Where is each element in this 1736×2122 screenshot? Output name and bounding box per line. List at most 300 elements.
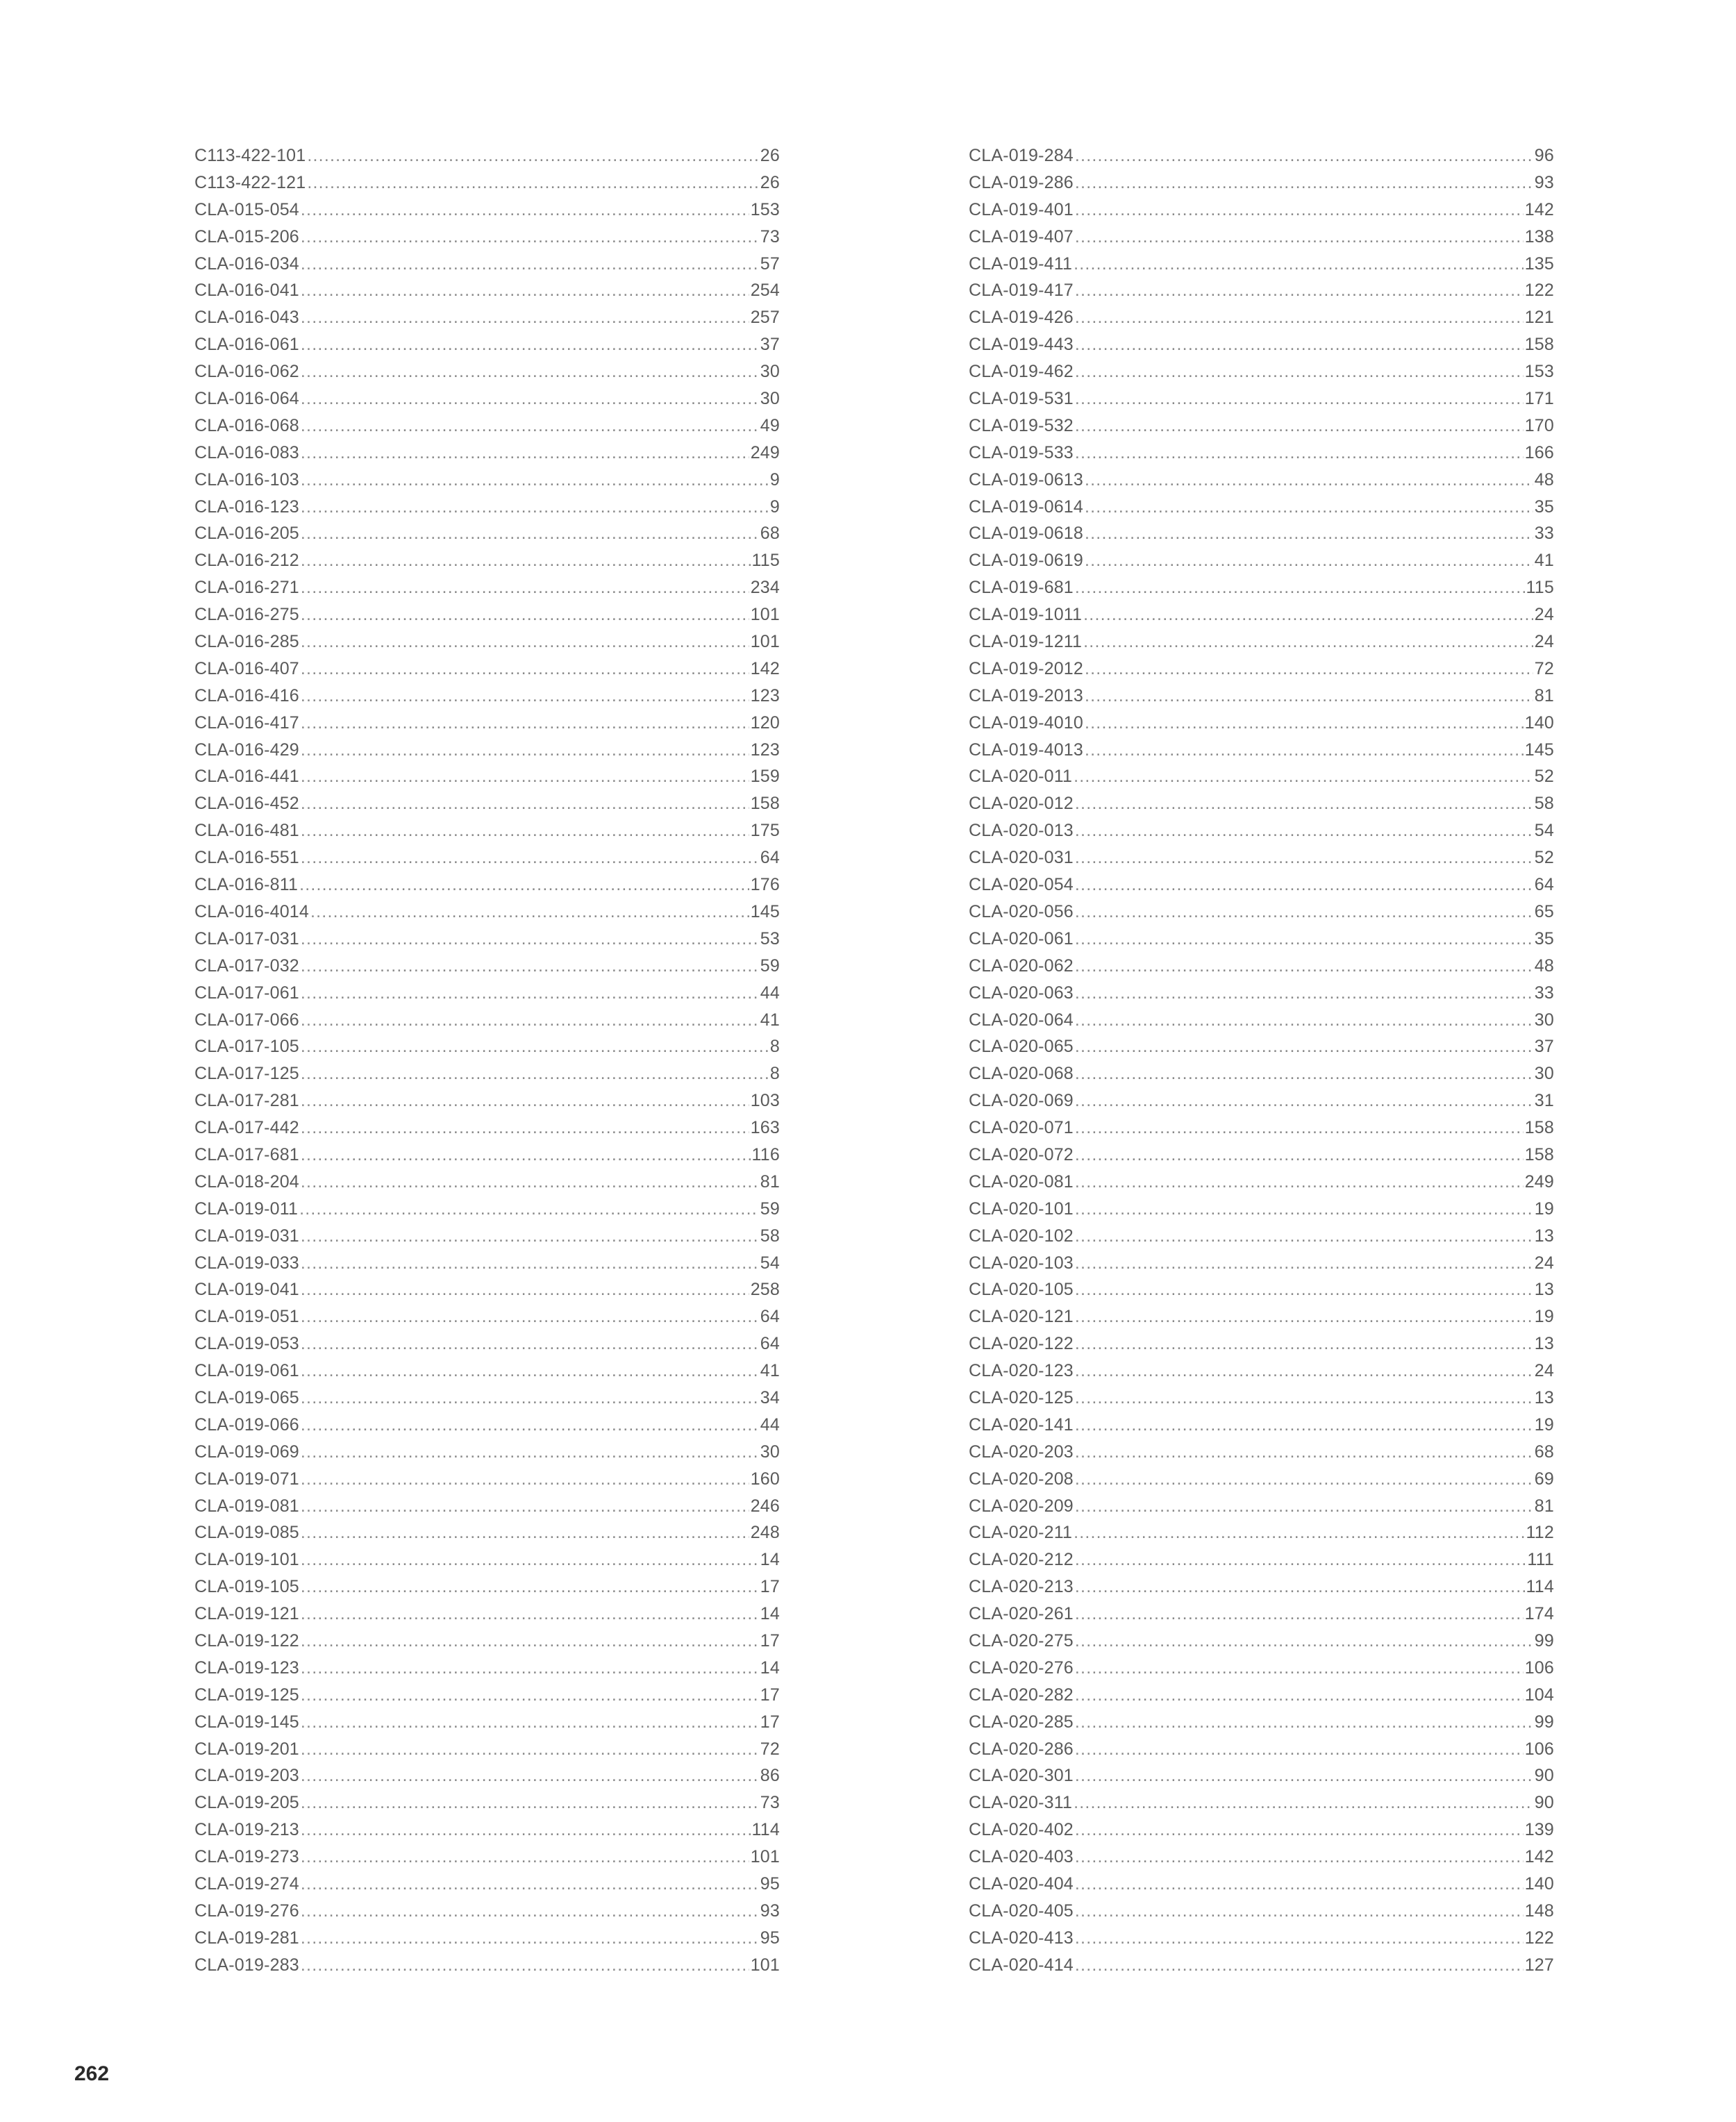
dot-leader [1075,1898,1524,1925]
part-code: CLA-019-051 [194,1307,299,1327]
index-entry [969,1844,1554,1871]
part-code: CLA-020-286 [969,1739,1074,1759]
page-reference: 73 [760,226,780,247]
page-reference: 120 [750,712,780,733]
part-code: CLA-017-442 [194,1118,299,1138]
index-entry [194,440,780,467]
page-reference: 14 [760,1657,780,1678]
part-code: CLA-019-443 [969,335,1074,355]
page-reference: 170 [1524,415,1554,435]
index-entry [194,1466,780,1493]
part-code: CLA-020-012 [969,794,1074,814]
page-reference: 116 [751,1144,780,1164]
part-code: CLA-020-209 [969,1496,1074,1516]
page-reference: 44 [760,1414,780,1435]
dot-leader [310,899,749,926]
index-entry [194,1546,780,1573]
part-code: CLA-020-069 [969,1091,1074,1111]
part-code: CLA-020-071 [969,1118,1074,1138]
index-entry [969,628,1554,655]
page-reference: 54 [760,1253,780,1273]
index-entry [194,224,780,251]
part-code: CLA-016-271 [194,578,299,598]
dot-leader [301,1762,759,1789]
part-code: CLA-019-105 [194,1577,299,1597]
page-reference: 72 [1534,658,1554,678]
index-entry [969,277,1554,304]
page-reference: 111 [1527,1550,1554,1570]
page-reference: 93 [1534,172,1554,192]
page-reference: 41 [1534,551,1554,571]
page-reference: 64 [760,1334,780,1354]
index-entry [194,1196,780,1223]
part-code: CLA-020-063 [969,983,1074,1003]
index-entry [194,1330,780,1357]
page-reference: 30 [760,1442,780,1462]
dot-leader [301,1303,759,1330]
page-reference: 64 [760,1307,780,1327]
part-code: CLA-019-401 [969,199,1074,219]
page-reference: 73 [760,1793,780,1813]
part-code: CLA-019-033 [194,1253,299,1273]
part-code: CLA-016-285 [194,632,299,652]
page-reference: 160 [750,1469,780,1489]
index-entry [969,1007,1554,1034]
page-reference: 81 [1534,1496,1554,1516]
index-entry [194,1142,780,1169]
dot-leader [301,1682,759,1709]
page-reference: 99 [1534,1712,1554,1732]
index-entry [194,899,780,926]
index-entry [969,467,1554,494]
part-code: CLA-017-125 [194,1064,299,1084]
part-code: CLA-016-212 [194,551,299,571]
index-column-left [194,142,780,1979]
part-code: CLA-020-061 [969,928,1074,949]
index-entry [194,1871,780,1898]
index-entry [969,1546,1554,1573]
dot-leader [301,1114,749,1142]
dot-leader [301,304,749,331]
part-code: CLA-019-053 [194,1334,299,1354]
part-code: CLA-020-031 [969,848,1074,868]
dot-leader [1075,1493,1533,1520]
page-reference: 68 [1534,1442,1554,1462]
dot-leader [301,1816,751,1844]
dot-leader [301,331,759,358]
part-code: CLA-020-404 [969,1874,1074,1894]
part-code: CLA-019-283 [194,1955,299,1975]
part-code: CLA-019-031 [194,1226,299,1246]
index-entry [194,1439,780,1466]
index-entry [194,1276,780,1303]
part-code: CLA-020-213 [969,1577,1074,1597]
index-entry [969,331,1554,358]
dot-leader [1075,197,1524,224]
part-code: CLA-020-125 [969,1387,1074,1407]
page-reference: 90 [1534,1766,1554,1786]
dot-leader [301,1573,759,1601]
page-reference: 53 [760,928,780,949]
index-entry [969,1573,1554,1601]
page-reference: 142 [1524,1847,1554,1867]
dot-leader [1075,1223,1533,1250]
dot-leader [1085,737,1524,764]
part-code: CLA-016-043 [194,308,299,328]
page-reference: 13 [1534,1334,1554,1354]
dot-leader [301,1493,749,1520]
page-reference: 34 [760,1387,780,1407]
page-reference: 246 [750,1496,780,1516]
part-code: CLA-020-211 [969,1523,1073,1543]
page-reference: 140 [1524,712,1554,733]
index-entry [194,1250,780,1277]
part-code: CLA-016-429 [194,740,299,760]
part-code: CLA-019-426 [969,308,1074,328]
part-code: CLA-019-681 [969,578,1074,598]
index-entry [194,1033,780,1060]
page-reference: 95 [760,1928,780,1948]
dot-leader [301,1439,759,1466]
page-reference: 72 [760,1739,780,1759]
part-code: CLA-016-103 [194,469,299,490]
page-reference: 81 [760,1171,780,1192]
dot-leader [1075,1762,1533,1789]
index-entry [194,1789,780,1816]
index-entry [194,1357,780,1385]
index-entry [194,1385,780,1412]
page-reference: 257 [750,308,780,328]
dot-leader [301,1169,759,1196]
index-entry [969,1357,1554,1385]
dot-leader [1075,1573,1525,1601]
page-reference: 17 [760,1577,780,1597]
page-reference: 139 [1524,1820,1554,1840]
index-entry [969,304,1554,331]
page-reference: 158 [1524,1118,1554,1138]
index-entry [194,1060,780,1087]
page-reference: 145 [750,901,780,921]
part-code: CLA-019-121 [194,1604,299,1624]
part-code: CLA-019-066 [194,1414,299,1435]
index-entry [194,953,780,980]
part-code: CLA-017-061 [194,983,299,1003]
part-code: CLA-020-282 [969,1685,1074,1705]
dot-leader [301,601,749,628]
index-entry [194,520,780,547]
part-code: CLA-020-065 [969,1037,1074,1057]
index-entry [194,169,780,197]
dot-leader [301,494,769,521]
page-reference: 8 [769,1064,780,1084]
dot-leader [1075,574,1525,601]
dot-leader [301,926,759,953]
part-code: CLA-019-2013 [969,685,1084,705]
page-reference: 148 [1524,1900,1554,1921]
index-entry [969,844,1554,871]
index-entry [969,1142,1554,1169]
part-code: CLA-020-285 [969,1712,1074,1732]
index-entry [969,1925,1554,1952]
page-reference: 127 [1524,1955,1554,1975]
dot-leader [1075,331,1524,358]
page-reference: 96 [1534,146,1554,165]
index-entry [969,1303,1554,1330]
index-entry [969,1466,1554,1493]
index-entry [194,412,780,440]
page-reference: 114 [751,1820,780,1840]
part-code: CLA-020-011 [969,767,1073,787]
dot-leader [301,197,749,224]
dot-leader [1075,1952,1524,1979]
index-entry [194,251,780,278]
index-entry [194,197,780,224]
dot-leader [301,1250,759,1277]
dot-leader [301,1385,759,1412]
index-entry [969,763,1554,790]
index-entry [969,547,1554,574]
page-reference: 249 [1524,1171,1554,1192]
index-entry [194,1736,780,1763]
dot-leader [1075,440,1524,467]
dot-leader [301,790,749,817]
dot-leader [1075,1628,1533,1655]
page-reference: 101 [750,605,780,625]
index-entry [969,1412,1554,1439]
page-reference: 52 [1534,848,1554,868]
index-entry [194,601,780,628]
index-entry [969,1628,1554,1655]
page-reference: 24 [1534,1361,1554,1381]
dot-leader [301,953,759,980]
part-code: CLA-019-125 [194,1685,299,1705]
page-reference: 106 [1524,1657,1554,1678]
dot-leader [1075,844,1533,871]
dot-leader [1074,1519,1524,1546]
index-entry [969,520,1554,547]
part-code: CLA-020-081 [969,1171,1074,1192]
part-code: CLA-020-121 [969,1307,1074,1327]
page-reference: 44 [760,983,780,1003]
dot-leader [1075,1142,1524,1169]
page-reference: 30 [760,362,780,382]
dot-leader [1075,1466,1533,1493]
dot-leader [301,1628,759,1655]
dot-leader [1075,277,1524,304]
page-reference: 103 [750,1091,780,1111]
page-reference: 135 [1524,253,1554,274]
part-code: CLA-017-032 [194,955,299,976]
page-reference: 142 [750,658,780,678]
dot-leader [301,1087,749,1114]
dot-leader [1085,520,1533,547]
page-reference: 41 [760,1361,780,1381]
dot-leader [1075,1196,1533,1223]
page-reference: 26 [760,146,780,165]
part-code: CLA-020-402 [969,1820,1074,1840]
dot-leader [1075,1871,1524,1898]
dot-leader [1075,926,1533,953]
dot-leader [301,1007,759,1034]
index-entry [194,1573,780,1601]
index-entry [194,385,780,412]
dot-leader [301,1871,759,1898]
index-entry [194,763,780,790]
dot-leader [301,251,759,278]
page-reference: 9 [769,496,780,517]
page-reference: 65 [1534,901,1554,921]
page-reference: 69 [1534,1469,1554,1489]
page-reference: 99 [1534,1630,1554,1651]
part-code: CLA-020-275 [969,1630,1074,1651]
index-entry [194,142,780,169]
dot-leader [1085,710,1524,737]
dot-leader [1075,1682,1524,1709]
index-entry [969,871,1554,899]
part-code: CLA-019-065 [194,1387,299,1407]
part-code: CLA-017-281 [194,1091,299,1111]
part-code: CLA-020-261 [969,1604,1074,1624]
index-entry [969,1033,1554,1060]
part-code: CLA-019-071 [194,1469,299,1489]
page-reference: 158 [1524,1144,1554,1164]
index-entry [969,655,1554,683]
index-entry [194,494,780,521]
index-entry [969,1601,1554,1628]
part-code: CLA-019-281 [194,1928,299,1948]
page-reference: 248 [750,1523,780,1543]
index-entry [969,1196,1554,1223]
dot-leader [1075,953,1533,980]
part-code: CLA-020-413 [969,1928,1074,1948]
part-code: CLA-019-123 [194,1657,299,1678]
dot-leader [1075,1412,1533,1439]
index-entry [969,1330,1554,1357]
index-entry [969,1223,1554,1250]
dot-leader [301,1601,759,1628]
index-entry [969,601,1554,628]
page-reference: 19 [1534,1198,1554,1219]
index-entry [194,358,780,385]
dot-leader [1075,1385,1533,1412]
part-code: CLA-019-081 [194,1496,299,1516]
page-reference: 26 [760,172,780,192]
page-reference: 81 [1534,685,1554,705]
index-entry [194,1087,780,1114]
page-reference: 13 [1534,1226,1554,1246]
page-reference: 68 [760,524,780,544]
part-code: CLA-020-141 [969,1414,1074,1435]
part-code: CLA-020-405 [969,1900,1074,1921]
part-code: CLA-019-411 [969,253,1073,274]
index-entry [969,1682,1554,1709]
part-code: CLA-019-061 [194,1361,299,1381]
dot-leader [1075,1439,1533,1466]
page-reference: 52 [1534,767,1554,787]
page-reference: 24 [1534,632,1554,652]
page-reference: 171 [1524,389,1554,409]
part-code: CLA-016-064 [194,389,299,409]
index-entry [194,871,780,899]
dot-leader [301,1412,759,1439]
part-code: CLA-016-205 [194,524,299,544]
part-code: CLA-019-273 [194,1847,299,1867]
dot-leader [301,1223,759,1250]
index-entry [969,1655,1554,1682]
dot-leader [301,440,749,467]
dot-leader [301,1789,759,1816]
index-entry [969,358,1554,385]
dot-leader [1075,1276,1533,1303]
part-code: CLA-015-054 [194,199,299,219]
page-reference: 140 [1524,1874,1554,1894]
page-reference: 33 [1534,524,1554,544]
page-reference: 30 [1534,1010,1554,1030]
part-code: CLA-019-274 [194,1874,299,1894]
index-entry [969,1439,1554,1466]
page-reference: 35 [1534,928,1554,949]
index-entry [194,1601,780,1628]
index-entry [969,1736,1554,1763]
page-reference: 93 [760,1900,780,1921]
index-entry [969,817,1554,844]
dot-leader [301,385,759,412]
index-entry [194,683,780,710]
part-code: CLA-019-0619 [969,551,1084,571]
dot-leader [1075,1303,1533,1330]
page-reference: 145 [1524,740,1554,760]
dot-leader [301,1276,749,1303]
page-reference: 58 [1534,794,1554,814]
page-reference: 153 [1524,362,1554,382]
index-entry [194,331,780,358]
part-code: CLA-019-276 [194,1900,299,1921]
part-code: CLA-019-101 [194,1550,299,1570]
part-code: CLA-019-041 [194,1280,299,1300]
page-reference: 37 [760,335,780,355]
index-entry [969,385,1554,412]
part-code: CLA-019-1011 [969,605,1083,625]
part-code: CLA-019-532 [969,415,1074,435]
index-entry [969,224,1554,251]
page-reference: 59 [760,955,780,976]
part-code: CLA-019-1211 [969,632,1083,652]
dot-leader [1075,224,1524,251]
dot-leader [1075,142,1533,169]
part-code: CLA-020-123 [969,1361,1074,1381]
page-reference: 159 [750,767,780,787]
page-reference: 101 [750,1847,780,1867]
page-reference: 249 [750,442,780,462]
page-reference: 17 [760,1630,780,1651]
dot-leader [1075,871,1533,899]
page-reference: 122 [1524,1928,1554,1948]
part-code: CLA-019-0618 [969,524,1084,544]
page-reference: 254 [750,281,780,301]
index-column-right [969,142,1554,1979]
index-entry [194,1655,780,1682]
index-entry [969,1898,1554,1925]
dot-leader [1074,763,1533,790]
dot-leader [301,980,759,1007]
page-reference: 49 [760,415,780,435]
index-entry [969,1709,1554,1736]
dot-leader [1075,1114,1524,1142]
index-entry [194,1925,780,1952]
part-code: CLA-020-301 [969,1766,1074,1786]
dot-leader [1074,1789,1533,1816]
part-code: CLA-016-452 [194,794,299,814]
